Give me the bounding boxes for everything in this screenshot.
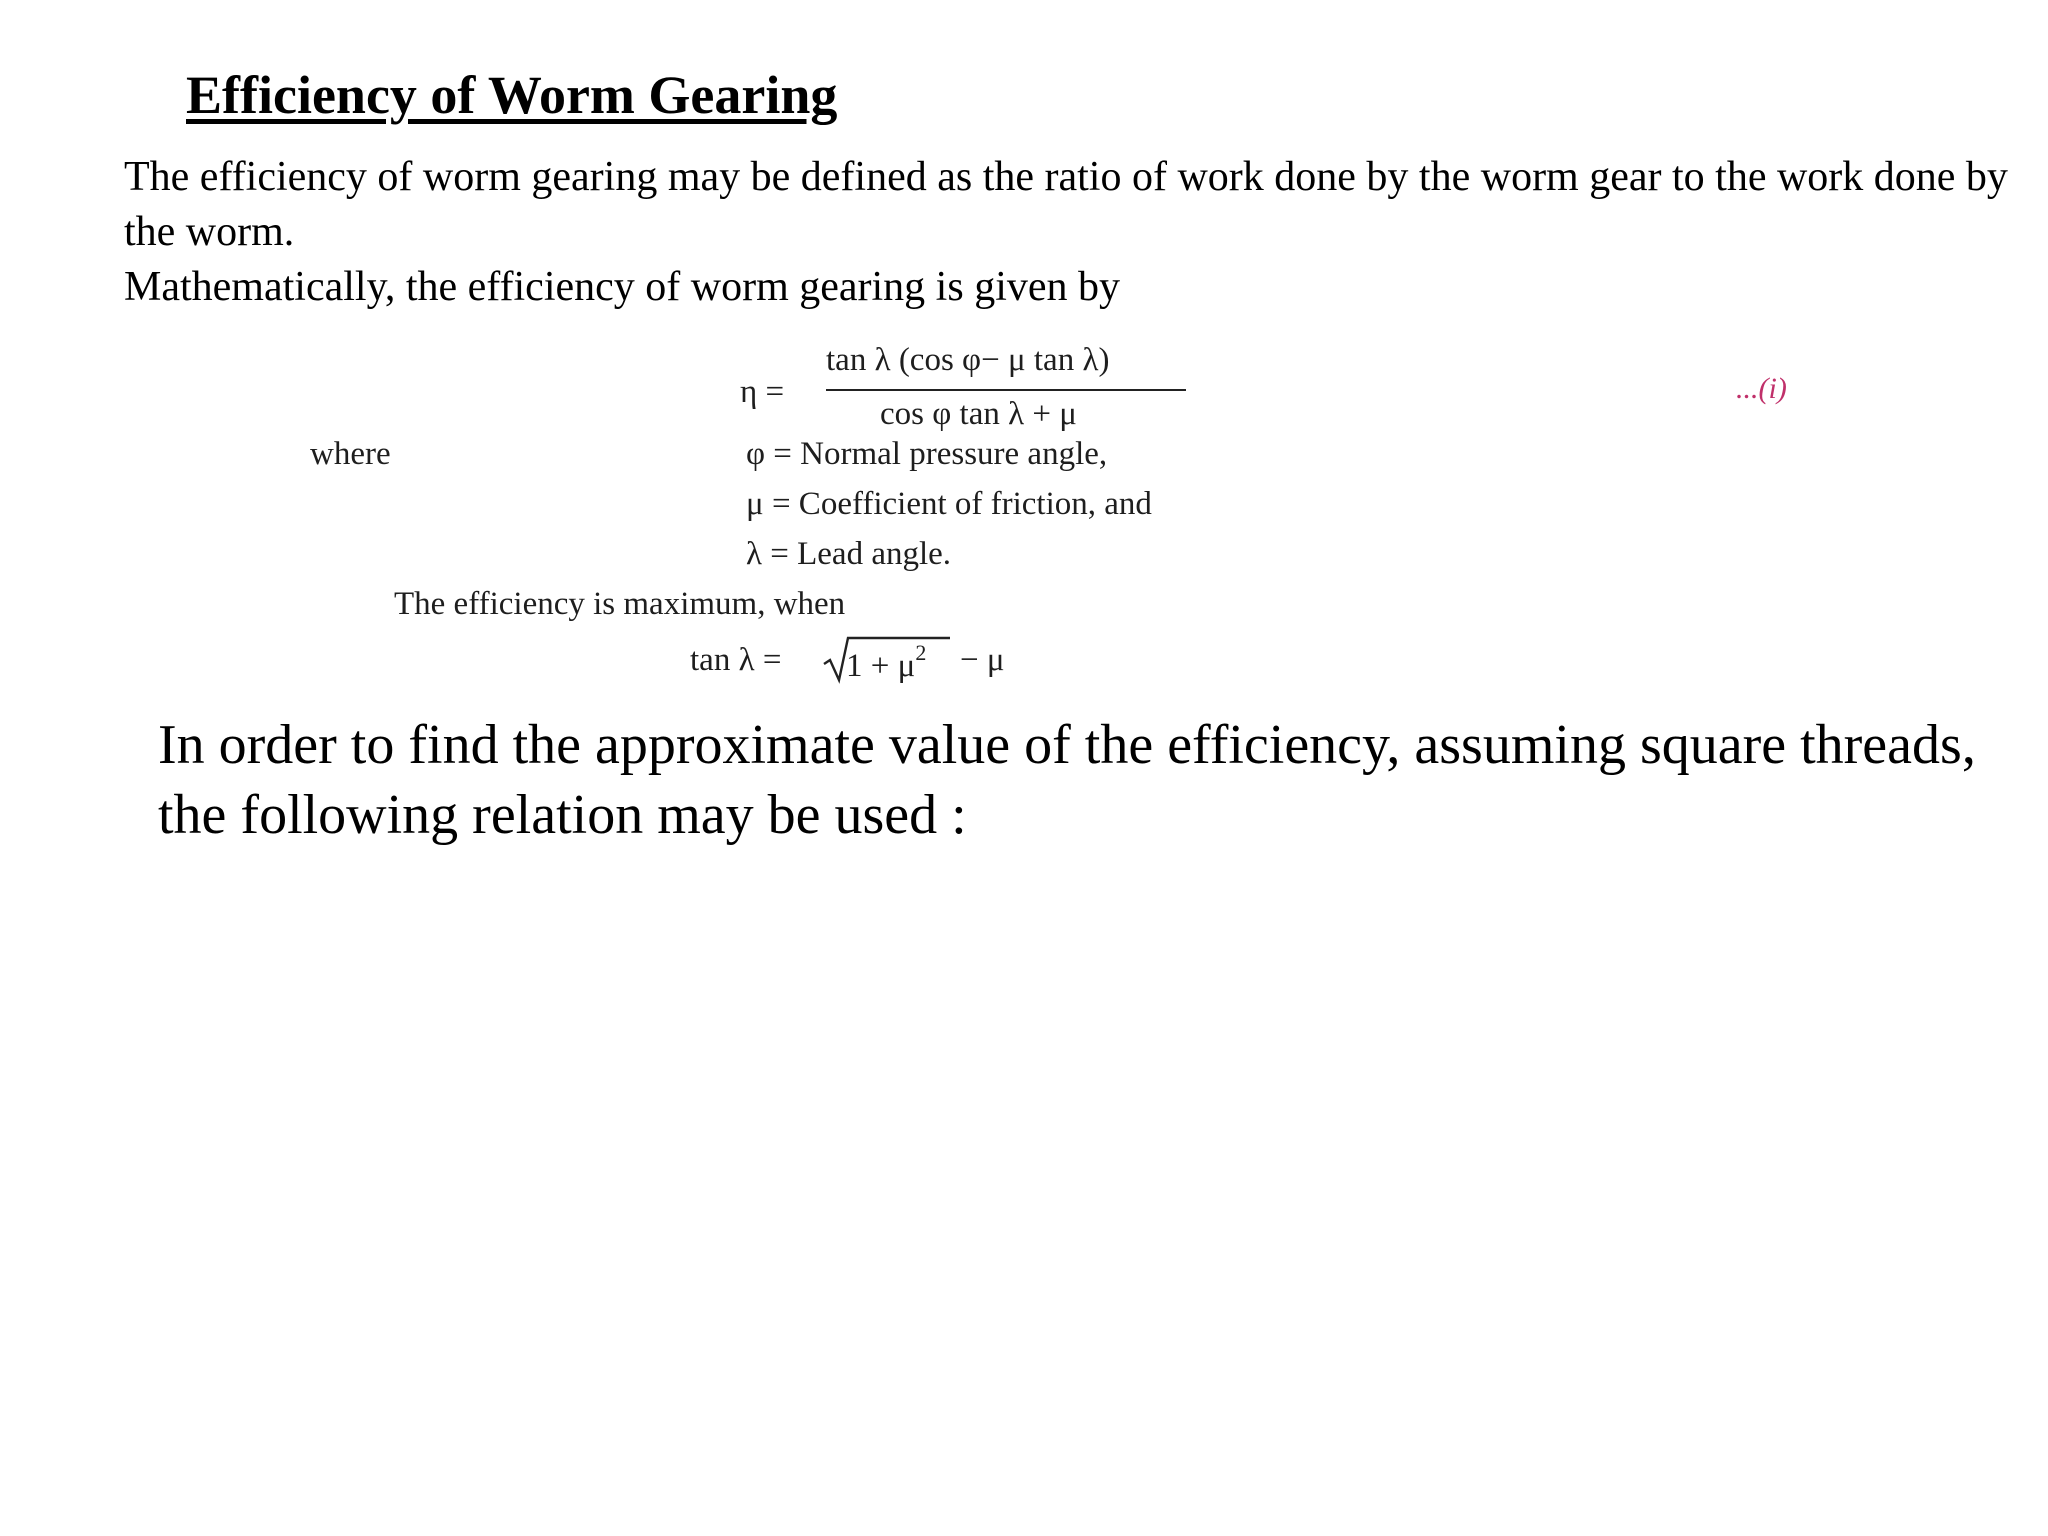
definition-paragraph: The efficiency of worm gearing may be defined as the ratio of work done by the worm gear to the work done by the worm. [124, 154, 2008, 255]
sqrt-exponent: 2 [915, 640, 927, 665]
formula-lhs: η = [740, 374, 785, 410]
max-condition-text: The efficiency is maximum, when [394, 586, 846, 622]
definition-mu: μ = Coefficient of friction, and [746, 486, 1152, 522]
slide-title: Efficiency of Worm Gearing [186, 65, 838, 125]
mathematically-paragraph: Mathematically, the efficiency of worm gearing is given by [124, 264, 1121, 310]
conclusion-text: In order to find the approximate value of the efficiency, assuming square threads, the following relation may be used : [158, 714, 1976, 846]
definition-lambda: λ = Lead angle. [746, 536, 952, 572]
formula-area [0, 330, 2048, 700]
max-formula-rhs: − μ [960, 642, 1005, 678]
sqrt-expression [822, 634, 952, 684]
formula-numerator: tan λ (cos φ− μ tan λ) [826, 342, 1110, 378]
where-label: where [310, 436, 391, 472]
definition-phi: φ = Normal pressure angle, [746, 436, 1108, 472]
fraction-line [826, 389, 1186, 391]
equation-reference: ...(i) [1736, 372, 1787, 405]
intro-text [124, 150, 2024, 315]
max-formula-lhs: tan λ = [690, 642, 782, 678]
sqrt-base: 1 + μ [846, 648, 916, 684]
sqrt-radicand [846, 640, 927, 685]
formula-denominator: cos φ tan λ + μ [880, 396, 1077, 432]
